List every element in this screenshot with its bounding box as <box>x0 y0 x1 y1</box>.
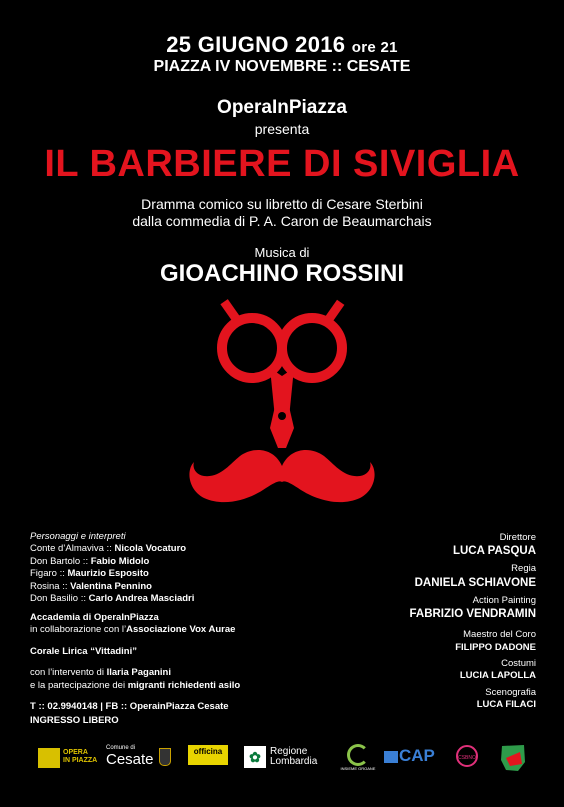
rosa-camuna-icon: ✿ <box>244 746 266 768</box>
cast-row: Figaro :: Maurizio Esposito <box>30 568 149 580</box>
contact-line: T :: 02.9940148 | FB :: OperainPiazza Cesate <box>30 701 229 713</box>
insieme-groane-logo: INSIEME GROANE <box>338 742 378 772</box>
staff-role: Costumi <box>501 658 536 670</box>
csbno-logo: CSBNO <box>456 742 482 772</box>
staff-block <box>286 532 536 712</box>
opera-title: IL BARBIERE DI SIVIGLIA <box>44 143 520 185</box>
ingresso-libero: INGRESSO LIBERO <box>30 715 119 727</box>
event-place: PIAZZA IV NOVEMBRE :: CESATE <box>153 58 411 75</box>
cast-row: Don Bartolo :: Fabio Midolo <box>30 555 150 567</box>
operainpiazza-logo: OPERA IN PIAZZA <box>38 742 98 772</box>
staff-name: LUCA FILACI <box>476 699 536 711</box>
cast-row: Don Basilio :: Carlo Andrea Masciadri <box>30 593 195 605</box>
credits-block <box>30 612 240 728</box>
cast-block <box>30 531 194 605</box>
collaboration-line: in collaborazione con l’Associazione Vox Aurae <box>30 624 236 636</box>
cast-row: Conte d’Almaviva :: Nicola Vocaturo <box>30 543 187 555</box>
staff-role: Regia <box>511 563 536 575</box>
cast-row: Rosina :: Valentina Pennino <box>30 580 152 592</box>
sponsor-logos <box>0 742 564 778</box>
subtitle-line1: Dramma comico su libretto di Cesare Sterbini <box>141 196 423 212</box>
staff-role: Direttore <box>499 532 536 543</box>
comune-cesate-logo: Comune di Cesate <box>106 745 154 768</box>
cast-heading: Personaggi e interpreti <box>30 531 126 542</box>
staff-name: LUCIA LAPOLLA <box>459 670 536 682</box>
accademia-line: Accademia di OperaInPiazza <box>30 612 159 623</box>
operainpiazza-icon <box>38 748 60 768</box>
green-emblem-logo <box>498 742 528 772</box>
subtitle-line2: dalla commedia di P. A. Caron de Beaumarchais <box>132 213 432 229</box>
officina-logo: officina <box>188 742 228 772</box>
staff-role: Action Painting <box>472 594 536 606</box>
composer-name: GIOACHINO ROSSINI <box>159 260 405 287</box>
groane-icon <box>347 744 369 766</box>
regione-lombardia-logo: ✿ Regione Lombardia <box>244 742 324 772</box>
staff-role: Scenografia <box>485 686 536 698</box>
corale-line: Corale Lirica “Vittadini” <box>30 645 137 657</box>
music-label: Musica di <box>254 245 310 260</box>
presenter-name: OperaInPiazza <box>217 97 347 118</box>
staff-name: FABRIZIO VENDRAMIN <box>409 608 536 621</box>
scissors-mustache-icon <box>182 298 382 520</box>
cap-icon <box>384 751 398 763</box>
staff-name: LUCA PASQUA <box>452 545 536 558</box>
cap-logo: CAP <box>384 742 442 772</box>
event-date: 25 GIUGNO 2016 ore 21 <box>166 32 398 57</box>
staff-name: DANIELA SCHIAVONE <box>414 576 536 589</box>
crest-icon <box>159 742 171 772</box>
partecipazione-line: e la partecipazione dei migranti richiedenti asilo <box>30 679 241 691</box>
intervento-line: con l’intervento di Ilaria Paganini <box>30 667 171 679</box>
staff-role: Maestro del Coro <box>463 629 536 641</box>
staff-name: FILIPPO DADONE <box>455 641 536 653</box>
presenta-label: presenta <box>254 121 310 137</box>
map-emblem-icon <box>498 742 528 774</box>
